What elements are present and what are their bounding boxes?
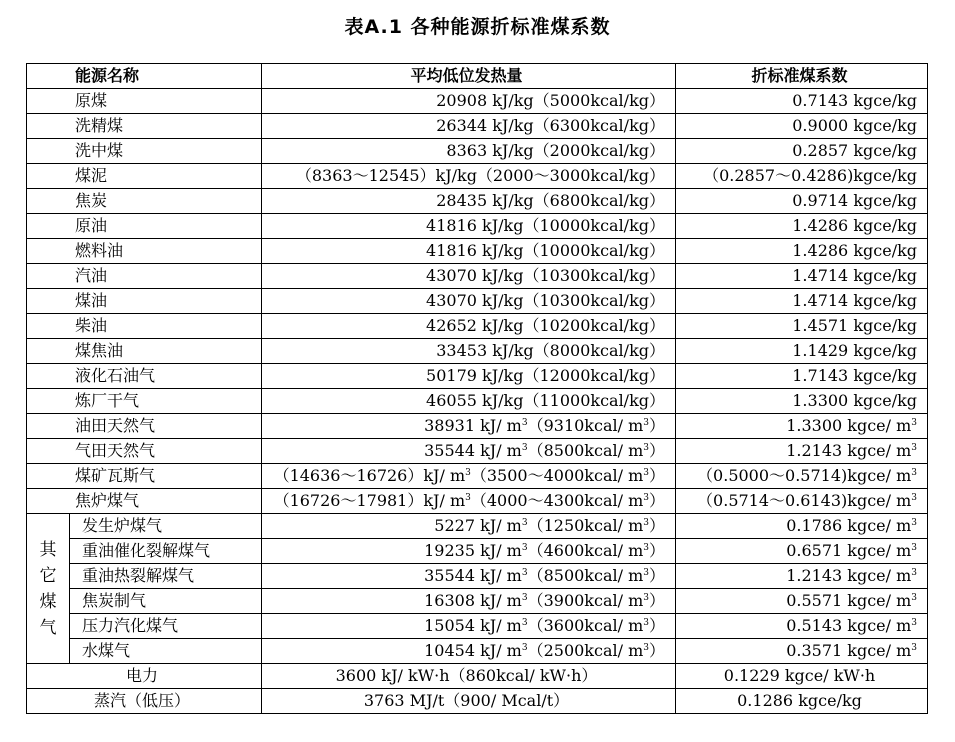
heat-value-cell: 3600 kJ/ kW·h（860kcal/ kW·h）	[262, 664, 676, 689]
heat-value-cell: 46055 kJ/kg（11000kcal/kg）	[262, 389, 676, 414]
energy-name-cell: 焦炉煤气	[27, 489, 262, 514]
table-row	[27, 614, 928, 639]
table-title: 表A.1 各种能源折标准煤系数	[344, 16, 611, 38]
energy-name-cell: 洗精煤	[27, 114, 262, 139]
heat-value-cell: 33453 kJ/kg（8000kcal/kg）	[262, 339, 676, 364]
heat-value-cell: 5227 kJ/ $m^3(1250kcal/$ $m^3$）	[262, 514, 676, 539]
table-row	[27, 289, 928, 314]
coefficient-cell: 0.5571 kgce/ $m^3$	[676, 589, 928, 614]
table-row	[27, 564, 928, 589]
energy-name-cell: 发生炉煤气	[70, 514, 262, 539]
heat-value-cell: 19235 kJ/ $m^3(4600kcal/$ $m^3$）	[262, 539, 676, 564]
energy-name-cell: 原油	[27, 214, 262, 239]
table-row	[27, 514, 928, 539]
energy-name-cell: 汽油	[27, 264, 262, 289]
table-row	[27, 389, 928, 414]
table-row	[27, 139, 928, 164]
heat-value-cell: 15054 kJ/ $m^3(3600kcal/$ $m^3$）	[262, 614, 676, 639]
table-row	[27, 239, 928, 264]
energy-name-cell: 重油热裂解煤气	[70, 564, 262, 589]
coefficient-cell: 1.4286 kgce/kg	[676, 239, 928, 264]
energy-name-cell: 水煤气	[70, 639, 262, 664]
coefficient-cell: 1.4571 kgce/kg	[676, 314, 928, 339]
coefficient-cell: 1.3300 kgce/ $m^3$	[676, 414, 928, 439]
heat-value-cell: 26344 kJ/kg（6300kcal/kg）	[262, 114, 676, 139]
table-row	[27, 264, 928, 289]
energy-name-cell: 重油催化裂解煤气	[70, 539, 262, 564]
table-row	[27, 489, 928, 514]
group-label-cell: 其 它 煤 气	[27, 514, 70, 664]
heat-value-cell: 50179 kJ/kg（12000kcal/kg）	[262, 364, 676, 389]
table-row	[27, 189, 928, 214]
coefficient-cell: 0.1786 kgce/ $m^3$	[676, 514, 928, 539]
coefficient-cell: 1.4714 kgce/kg	[676, 289, 928, 314]
heat-value-cell: （16726～17981）kJ/ $m^3(4000\sim 4300kcal/$ $m^3$）	[262, 489, 676, 514]
table-row	[27, 339, 928, 364]
heat-value-cell: 43070 kJ/kg（10300kcal/kg）	[262, 264, 676, 289]
coefficient-cell: 1.3300 kgce/kg	[676, 389, 928, 414]
coefficient-cell: 1.1429 kgce/kg	[676, 339, 928, 364]
energy-name-cell: 原煤	[27, 89, 262, 114]
energy-name-cell: 气田天然气	[27, 439, 262, 464]
heat-value-cell: 8363 kJ/kg（2000kcal/kg）	[262, 139, 676, 164]
energy-name-cell: 煤泥	[27, 164, 262, 189]
energy-name-cell: 燃料油	[27, 239, 262, 264]
heat-value-cell: 35544 kJ/ $m^3(8500kcal/$ $m^3$）	[262, 564, 676, 589]
energy-coefficient-table	[26, 63, 928, 714]
energy-name-cell: 油田天然气	[27, 414, 262, 439]
energy-name-cell: 电力	[27, 664, 262, 689]
coefficient-cell: 0.1286 kgce/kg	[676, 689, 928, 714]
energy-name-cell: 焦炭制气	[70, 589, 262, 614]
energy-name-cell: 焦炭	[27, 189, 262, 214]
energy-name-cell: 煤油	[27, 289, 262, 314]
coefficient-cell: 0.9714 kgce/kg	[676, 189, 928, 214]
coefficient-cell: 0.1229 kgce/ kW·h	[676, 664, 928, 689]
heat-value-cell: （14636～16726）kJ/ $m^3(3500\sim 4000kcal/$ $m^3$）	[262, 464, 676, 489]
table-row	[27, 664, 928, 689]
table-row	[27, 464, 928, 489]
energy-name-cell: 蒸汽（低压）	[27, 689, 262, 714]
energy-name-cell: 煤矿瓦斯气	[27, 464, 262, 489]
heat-value-cell: 38931 kJ/ $m^3(9310kcal/$ $m^3$）	[262, 414, 676, 439]
energy-name-cell: 压力汽化煤气	[70, 614, 262, 639]
coefficient-cell: 0.7143 kgce/kg	[676, 89, 928, 114]
heat-value-cell: 3763 MJ/t（900/ Mcal/t）	[262, 689, 676, 714]
coefficient-cell: 1.4286 kgce/kg	[676, 214, 928, 239]
coefficient-cell: 1.7143 kgce/kg	[676, 364, 928, 389]
table-row	[27, 539, 928, 564]
coefficient-cell: 0.2857 kgce/kg	[676, 139, 928, 164]
heat-value-cell: 43070 kJ/kg（10300kcal/kg）	[262, 289, 676, 314]
energy-name-cell: 煤焦油	[27, 339, 262, 364]
table-row	[27, 589, 928, 614]
coefficient-cell: （0.5000～0.5714)kgce/ $m^3$	[676, 464, 928, 489]
energy-name-cell: 炼厂干气	[27, 389, 262, 414]
table-row	[27, 89, 928, 114]
table-row	[27, 164, 928, 189]
table-row	[27, 414, 928, 439]
heat-value-cell: 41816 kJ/kg（10000kcal/kg）	[262, 214, 676, 239]
header-coefficient: 折标准煤系数	[676, 64, 928, 89]
heat-value-cell: 28435 kJ/kg（6800kcal/kg）	[262, 189, 676, 214]
heat-value-cell: （8363～12545）kJ/kg（2000～3000kcal/kg）	[262, 164, 676, 189]
coefficient-cell: 1.4714 kgce/kg	[676, 264, 928, 289]
coefficient-cell: 0.9000 kgce/kg	[676, 114, 928, 139]
header-energy-name: 能源名称	[27, 64, 262, 89]
energy-name-cell: 洗中煤	[27, 139, 262, 164]
table-row	[27, 689, 928, 714]
coefficient-cell: 0.6571 kgce/ $m^3$	[676, 539, 928, 564]
table-row	[27, 214, 928, 239]
table-row	[27, 314, 928, 339]
table-row	[27, 639, 928, 664]
coefficient-cell: 1.2143 kgce/ $m^3$	[676, 439, 928, 464]
coefficient-cell: 1.2143 kgce/ $m^3$	[676, 564, 928, 589]
table-row	[27, 439, 928, 464]
header-heat-value: 平均低位发热量	[262, 64, 676, 89]
header-row	[27, 64, 928, 89]
energy-name-cell: 柴油	[27, 314, 262, 339]
table-row	[27, 364, 928, 389]
heat-value-cell: 35544 kJ/ $m^3(8500kcal/$ $m^3$）	[262, 439, 676, 464]
heat-value-cell: 20908 kJ/kg（5000kcal/kg）	[262, 89, 676, 114]
heat-value-cell: 42652 kJ/kg（10200kcal/kg）	[262, 314, 676, 339]
coefficient-cell: 0.5143 kgce/ $m^3$	[676, 614, 928, 639]
table-row	[27, 114, 928, 139]
heat-value-cell: 16308 kJ/ $m^3(3900kcal/$ $m^3$）	[262, 589, 676, 614]
coefficient-cell: 0.3571 kgce/ $m^3$	[676, 639, 928, 664]
heat-value-cell: 41816 kJ/kg（10000kcal/kg）	[262, 239, 676, 264]
coefficient-cell: （0.5714～0.6143)kgce/ $m^3$	[676, 489, 928, 514]
heat-value-cell: 10454 kJ/ $m^3(2500kcal/$ $m^3$）	[262, 639, 676, 664]
coefficient-cell: （0.2857～0.4286)kgce/kg	[676, 164, 928, 189]
energy-name-cell: 液化石油气	[27, 364, 262, 389]
